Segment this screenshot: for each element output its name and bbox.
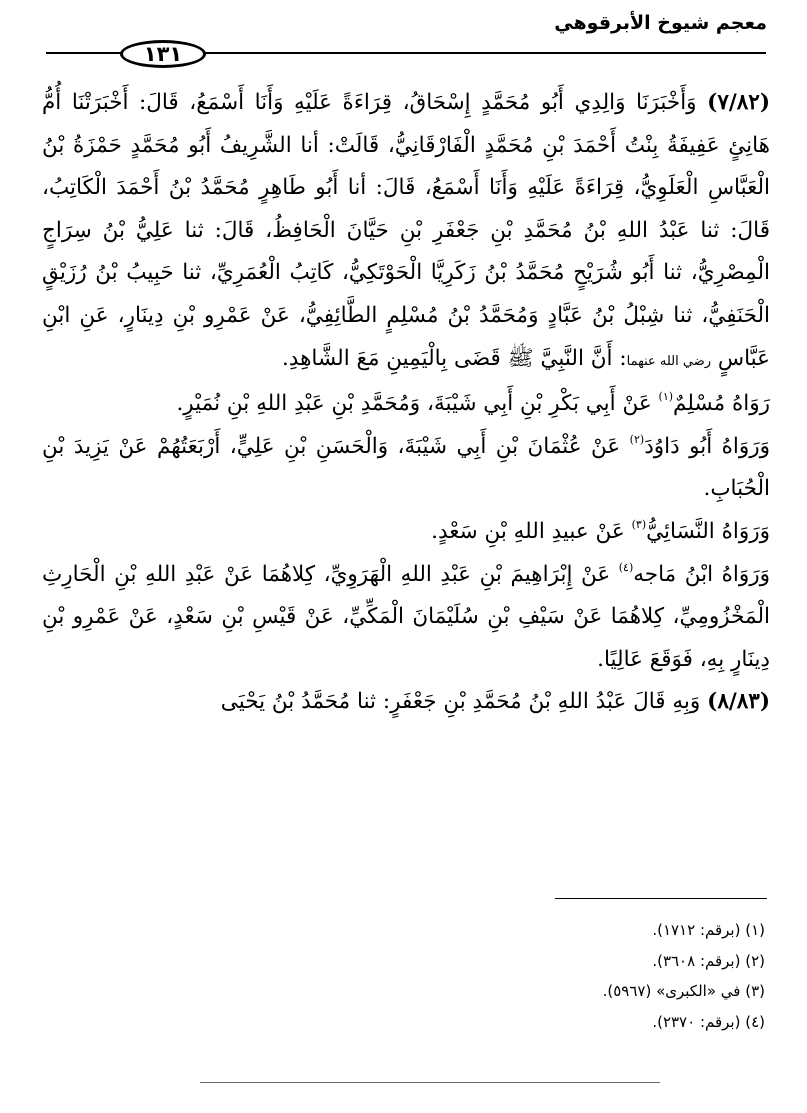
footnote-ref-4[interactable]: (٤) [618, 560, 634, 574]
takhrij-abudawud-b: عَنْ عُثْمَانَ بْنِ أَبِي شَيْبَةَ، وَالْحَسَنِ بْنِ عَلِيٍّ، أَرْبَعَتُهُمْ عَنْ يَزِيدَ بْنِ الْحُبَابِ. [42, 433, 770, 502]
takhrij-muslim-a: رَوَاهُ مُسْلِمٌ [673, 391, 770, 417]
footnote-1: (١) (برقم: ١٧١٢). [652, 921, 765, 939]
footnote-ref-3[interactable]: (٣) [631, 517, 647, 531]
footnote-2: (٢) (برقم: ٣٦٠٨). [652, 951, 765, 970]
footnote-ref-2[interactable]: (٢) [629, 432, 645, 446]
footnote-3: (٣) في «الكبرى» (٥٩٦٧). [602, 982, 765, 1000]
salawat-glyph: ﷺ [507, 345, 534, 371]
takhrij-muslim [42, 383, 770, 426]
matn-intro: : أَنَّ النَّبِيَّ [540, 345, 627, 371]
footnote-4: (٤) (برقم: ٢٣٧٠). [652, 1012, 765, 1031]
takhrij-ibnmajah [42, 554, 770, 682]
isnad-text: وَأَخْبَرَنَا وَالِدِي أَبُو مُحَمَّدٍ إِسْحَاقُ، قِرَاءَةً عَلَيْهِ وَأَنَا أَسْمَعُ، قَالَ: أَخْبَرَتْنَا أُمُّ هَانِئٍ عَفِيفَةُ بِنْتُ أَحْمَدَ بْنِ مُحَمَّدٍ الْفَارْقَانِيُّ، قَالَتْ: أنا الشَّرِيفُ أَبُو مُحَمَّدٍ حَمْزَةُ بْنُ الْعَبَّاسِ الْعَلَوِيُّ، قِرَاءَةً عَلَيْهِ وَأَنَا أَسْمَعُ، قَالَ: أنا أَبُو طَاهِرٍ مُحَمَّدُ بْنُ أَحْمَدَ الْكَاتِبُ، قَالَ: ثنا عَبْدُ اللهِ بْنُ مُحَمَّدِ بْنِ جَعْفَرِ بْنِ حَيَّانَ الْحَافِظُ، قَالَ: ثنا عَلِيُّ بْنُ سِرَاجٍ الْمِصْرِيُّ، ثنا أَبُو شُرَيْحٍ مُحَمَّدُ بْنُ زَكَرِيَّا الْحَوْتَكِيُّ، كَاتِبُ الْعُمَرِيِّ، ثنا حَبِيبُ بْنُ رُزَيْقٍ الْحَنَفِيُّ، ثنا شِبْلُ بْنُ عَبَّادٍ وَمُحَمَّدُ بْنُ مُسْلِمٍ الطَّائِفِيُّ، عَنْ عَمْرِو بْنِ دِينَارٍ، عَنِ ابْنِ عَبَّاسٍ [42, 90, 770, 371]
takhrij-ibnmajah-a: وَرَوَاهُ ابْنُ مَاجه [633, 561, 770, 587]
footnotes [603, 915, 765, 1037]
takhrij-muslim-b: عَنْ أَبِي بَكْرِ بْنِ أَبِي شَيْبَةَ، وَمُحَمَّدِ بْنِ عَبْدِ اللهِ بْنِ نُمَيْرٍ. [176, 391, 652, 417]
hadith-82 [42, 82, 770, 383]
hadith-83 [42, 681, 770, 724]
takhrij-nasai-b: عَنْ عبيدِ اللهِ بْنِ سَعْدٍ. [431, 518, 625, 544]
page-number: ١٣١ [120, 40, 206, 68]
footnote-ref-1[interactable]: (١) [658, 390, 674, 404]
takhrij-nasai-a: وَرَوَاهُ النَّسَائِيُّ [646, 518, 770, 544]
hadith-ref-83: (٨/٨٣) [707, 689, 770, 715]
running-header-title: معجم شيوخ الأبرقوهي [554, 12, 767, 34]
takhrij-abudawud-a: وَرَوَاهُ أَبُو دَاوُدَ [644, 433, 770, 459]
hadith-83-text: وَبِهِ قَالَ عَبْدُ اللهِ بْنُ مُحَمَّدِ بْنِ جَعْفَرٍ: ثنا مُحَمَّدُ بْنُ يَحْيَى [220, 689, 701, 715]
hadith-ref-82: (٧/٨٢) [707, 90, 770, 115]
radiyallah-glyph: رضي الله عنهما [626, 353, 712, 369]
footnote-separator [555, 898, 767, 899]
takhrij-ibnmajah-b: عَنْ إِبْرَاهِيمَ بْنِ عَبْدِ اللهِ الْهَرَوِيِّ، كِلاهُمَا عَنْ عَبْدِ اللهِ بْنِ الْحَارِثِ الْمَخْزُومِيِّ، كِلاهُمَا عَنْ سَيْفِ بْنِ سُلَيْمَانَ الْمَكِّيِّ، عَنْ قَيْسِ بْنِ سَعْدٍ، عَنْ عَمْرِو بْنِ دِينَارٍ بِهِ، فَوَقَعَ عَالِيًا. [42, 561, 770, 672]
matn-text: قَضَى بِالْيَمِينِ مَعَ الشَّاهِدِ. [281, 345, 501, 371]
main-text [42, 82, 770, 724]
takhrij-abudawud [42, 426, 770, 511]
takhrij-nasai [42, 511, 770, 554]
page-bottom-rule [200, 1082, 660, 1083]
